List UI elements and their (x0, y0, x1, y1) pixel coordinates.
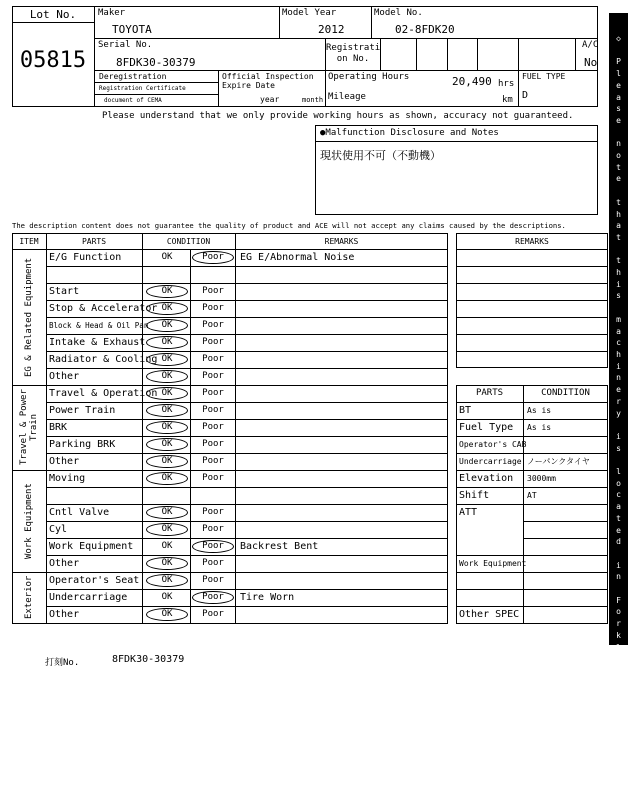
side-banner (609, 13, 628, 804)
right-parts-header: PARTS (475, 388, 504, 398)
cema-label: document of CEMA (104, 97, 162, 104)
poor-option[interactable]: Poor (202, 252, 224, 262)
side-banner-text: ◇ P l e a s e n o t e t h a t t h i s m a c h i n e r y i s l o c a t e d i n F o r k l i f t P a r k i n g ◇ (616, 34, 621, 804)
ok-option[interactable]: OK (161, 609, 173, 619)
poor-option[interactable]: Poor (202, 303, 224, 313)
ok-option[interactable]: OK (161, 507, 173, 517)
ok-option[interactable]: OK (161, 405, 173, 415)
part-label: Work Equipment (49, 541, 134, 552)
part-label: Block & Head & Oil Pan (49, 321, 149, 330)
ok-selected-circle (146, 370, 188, 383)
ok-selected-circle (146, 523, 188, 536)
serial-label: Serial No. (98, 40, 153, 50)
ok-option[interactable]: OK (161, 524, 173, 534)
ok-option[interactable]: OK (161, 422, 173, 432)
part-label: Radiator & Cooling (49, 354, 158, 365)
condition-header: CONDITION (166, 237, 211, 246)
ok-option[interactable]: OK (161, 439, 173, 449)
poor-selected-circle (192, 251, 234, 264)
right-part-label: Shift (459, 490, 490, 501)
group-label: Work Equipment (24, 483, 34, 559)
part-label: Power Train (49, 405, 116, 416)
ok-selected-circle (146, 574, 188, 587)
remark-text: Backrest Bent (240, 541, 319, 552)
ok-option[interactable]: OK (161, 473, 173, 483)
poor-option[interactable]: Poor (202, 524, 224, 534)
ok-option[interactable]: OK (161, 456, 173, 466)
poor-option[interactable]: Poor (202, 405, 224, 415)
part-label: Moving (49, 473, 86, 484)
poor-option[interactable]: Poor (202, 592, 224, 602)
ok-selected-circle (146, 608, 188, 621)
poor-option[interactable]: Poor (202, 439, 224, 449)
malfunction-box (315, 125, 598, 215)
part-label: Operator's Seat (49, 575, 140, 586)
right-part-label: Other SPEC (459, 609, 520, 620)
mileage-label: Mileage (328, 92, 366, 102)
right-part-label: Undercarriage (459, 457, 522, 466)
ok-selected-circle (146, 319, 188, 332)
ok-option[interactable]: OK (161, 252, 173, 262)
ok-option[interactable]: OK (161, 371, 173, 381)
operating-hours-label: Operating Hours (328, 72, 410, 82)
ok-option[interactable]: OK (161, 592, 173, 602)
ok-selected-circle (146, 336, 188, 349)
inspection-label: Official Inspection Expire Date (222, 72, 314, 90)
month-label: month (302, 96, 324, 104)
poor-option[interactable]: Poor (202, 609, 224, 619)
right-part-label: Work Equipment (459, 559, 527, 568)
right-part-label: Fuel Type (459, 422, 514, 433)
model-year-value: 2012 (318, 23, 345, 36)
group-label: Exterior (24, 575, 34, 620)
stamp-label: 打刻No. (45, 658, 80, 668)
hours-notice: Please understand that we only provide working hours as shown, accuracy not guaranteed. (102, 111, 574, 121)
parts-header: PARTS (81, 237, 107, 246)
group-label: EG & Related Equipment (24, 257, 34, 377)
remark-text: EG E/Abnormal Noise (240, 252, 355, 263)
model-year-label: Model Year (282, 8, 337, 18)
ok-option[interactable]: OK (161, 303, 173, 313)
part-label: E/G Function (49, 252, 122, 263)
poor-selected-circle (192, 591, 234, 604)
right-condition-value: As is (527, 406, 552, 415)
item-header: ITEM (19, 237, 39, 246)
poor-option[interactable]: Poor (202, 575, 224, 585)
poor-option[interactable]: Poor (202, 320, 224, 330)
registration-label: Registrati on No. (326, 43, 381, 64)
model-no-value: 02-8FDK20 (395, 23, 455, 36)
malfunction-title: ●Malfunction Disclosure and Notes (320, 128, 499, 138)
ok-selected-circle (146, 506, 188, 519)
registration-cert-label: Registration Certificate (99, 85, 186, 92)
ac-label: A/C (582, 40, 599, 50)
ok-selected-circle (146, 285, 188, 298)
poor-option[interactable]: Poor (202, 558, 224, 568)
lot-label: Lot No. (29, 8, 77, 21)
hrs-unit: hrs (498, 79, 515, 89)
part-label: Intake & Exhaust (49, 337, 146, 348)
part-label: BRK (49, 422, 68, 433)
fuel-type-label: FUEL TYPE (522, 72, 566, 81)
malfunction-text: 現状使用不可（不動機） (320, 149, 441, 162)
ok-selected-circle (146, 302, 188, 315)
poor-option[interactable]: Poor (202, 422, 224, 432)
km-unit: km (502, 95, 513, 105)
deregistration-label: Deregistration (99, 72, 167, 81)
right-part-label: Elevation (459, 473, 514, 484)
part-label: Parking BRK (49, 439, 116, 450)
group-label: Travel & Power Train (19, 389, 39, 466)
part-label: Cntl Valve (49, 507, 110, 518)
ok-option[interactable]: OK (161, 575, 173, 585)
poor-selected-circle (192, 540, 234, 553)
ac-value: No (584, 56, 598, 69)
poor-option[interactable]: Poor (202, 456, 224, 466)
ok-option[interactable]: OK (161, 286, 173, 296)
right-condition-value: 3000mm (527, 474, 556, 483)
year-label: year (260, 95, 280, 104)
poor-option[interactable]: Poor (202, 354, 224, 364)
ok-option[interactable]: OK (161, 558, 173, 568)
maker-label: Maker (98, 8, 126, 18)
part-label: Travel & Operation (49, 388, 158, 399)
part-label: Stop & Accelerator (49, 303, 158, 314)
right-condition-value: AT (527, 491, 537, 500)
right-part-label: BT (459, 405, 472, 416)
poor-option[interactable]: Poor (202, 388, 224, 398)
poor-option[interactable]: Poor (202, 541, 224, 551)
poor-option[interactable]: Poor (202, 371, 224, 381)
disclaimer: The description content does not guarantee the quality of product and ACE will not accept any claims caused by the descriptions. (12, 221, 566, 230)
right-condition-header: CONDITION (541, 388, 590, 398)
ok-selected-circle (146, 472, 188, 485)
part-label: Other (49, 456, 80, 467)
ok-selected-circle (146, 438, 188, 451)
right-part-label: Operator's CAB (459, 440, 527, 449)
remark-text: Tire Worn (240, 592, 295, 603)
part-label: Start (49, 286, 80, 297)
maker-value: TOYOTA (112, 23, 152, 36)
remarks-header: REMARKS (324, 237, 359, 246)
poor-option[interactable]: Poor (202, 473, 224, 483)
right-part-label: ATT (459, 507, 478, 518)
poor-option[interactable]: Poor (202, 507, 224, 517)
right-remarks-header: REMARKS (515, 237, 549, 246)
ok-option[interactable]: OK (161, 337, 173, 347)
ok-selected-circle (146, 404, 188, 417)
stamp-value: 8FDK30-30379 (112, 654, 185, 665)
operating-hours-value: 20,490 (452, 75, 492, 88)
part-label: Undercarriage (49, 592, 128, 603)
ok-option[interactable]: OK (161, 541, 173, 551)
right-condition-value: ノーパンクタイヤ (527, 457, 590, 466)
ok-selected-circle (146, 387, 188, 400)
right-condition-value: As is (527, 423, 552, 432)
ok-selected-circle (146, 353, 188, 366)
ok-option[interactable]: OK (161, 388, 173, 398)
ok-option[interactable]: OK (161, 320, 173, 330)
model-no-label: Model No. (374, 8, 423, 18)
part-label: Other (49, 609, 80, 620)
part-label: Other (49, 371, 80, 382)
serial-value: 8FDK30-30379 (116, 56, 196, 69)
poor-option[interactable]: Poor (202, 286, 224, 296)
ok-selected-circle (146, 455, 188, 468)
fuel-type-value: D (522, 90, 529, 101)
ok-selected-circle (146, 421, 188, 434)
ok-option[interactable]: OK (161, 354, 173, 364)
lot-value: 05815 (19, 48, 87, 73)
ok-selected-circle (146, 557, 188, 570)
part-label: Cyl (49, 524, 68, 535)
poor-option[interactable]: Poor (202, 337, 224, 347)
part-label: Other (49, 558, 80, 569)
